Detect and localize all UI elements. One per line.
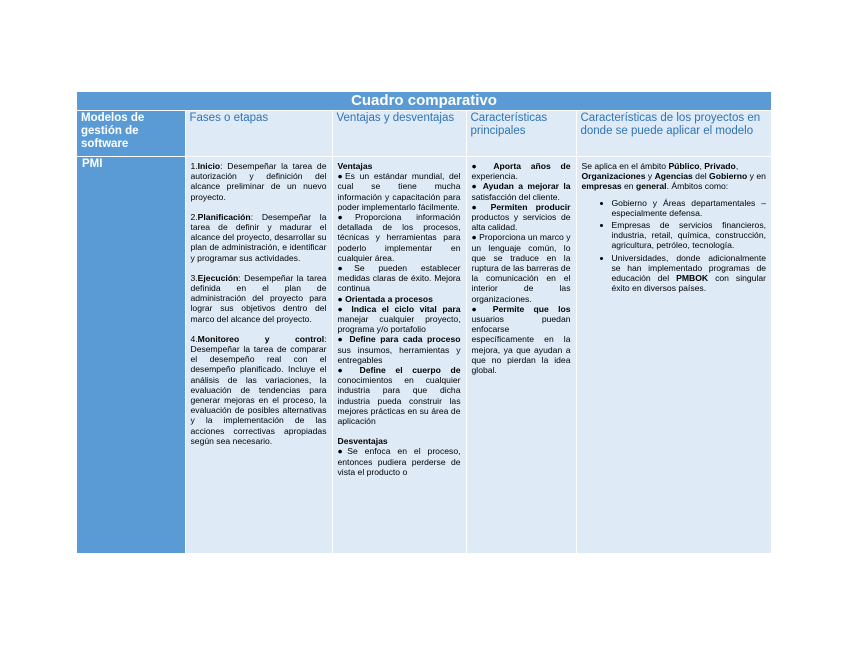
- advantages-heading: Ventajas: [337, 161, 373, 171]
- disadvantages-text: ●Se enfoca en el proceso, entonces pudiera perderse de vista el producto o: [337, 446, 461, 477]
- header-models: Modelos de gestión de software: [77, 111, 185, 157]
- list-item: ● Ayudan a mejorar la satisfacción del cliente.: [471, 181, 571, 202]
- list-item: • Gobierno y Áreas departamentales –especialmente defensa.: [612, 198, 767, 218]
- list-item: ● Define el cuerpo de conocimientos en cualquier industria para que dicha industria pueda construir las mejores prácticas en su área de aplicación: [337, 365, 461, 427]
- header-applications: Características de los proyectos en donde se puede aplicar el modelo: [576, 111, 771, 157]
- table-title: Cuadro comparativo: [77, 92, 771, 111]
- phases-cell: [185, 157, 332, 554]
- list-item: ● Define para cada proceso sus insumos, herramientas y entregables: [337, 334, 461, 365]
- list-item: ●Proporciona información detallada de los procesos, técnicas y herramientas para poderlo implementar en cualquier área.: [337, 212, 461, 263]
- list-item: ● Indica el ciclo vital para manejar cualquier proyecto, programa y/o portafolio: [337, 303, 461, 335]
- applications-intro: Se aplica en el ámbito Público, Privado, Organizaciones y Agencias del Gobierno y en empresas en general. Ámbitos como:: [581, 161, 766, 192]
- table-row: [77, 157, 771, 554]
- model-name: PMI: [77, 157, 185, 554]
- header-phases: Fases o etapas: [185, 111, 332, 157]
- disadvantages-heading: Desventajas: [337, 436, 388, 447]
- list-item: ● Proporciona un marco y un lenguaje común, lo que se traduce en la ruptura de las barreras de la comunicación en el interior de las organizaciones.: [471, 232, 571, 304]
- list-item: • Universidades, donde adicionalmente se han implementado programas de educación del PMBOK con singular éxito en diversos países.: [612, 253, 767, 294]
- phase-item: 2.Planificación: Desempeñar la tarea de definir y madurar el alcance del proyecto, desarrollar su plan de administración, e identificar y programar sus actividades.: [190, 211, 327, 263]
- list-item: ● Permite que los usuarios puedan enfocarse específicamente en la mejora, ya que ayudan a que no pierdan la idea global.: [471, 303, 571, 376]
- phase-item: 4.Monitoreo y control: Desempeñar la tarea de comparar el desempeño real con el desempeño planificado. Incluye el análisis de las variaciones, la evaluación de tendencias para generar mejoras en el proceso, la evaluación de posibles alternativas y la implementación de las acciones correctivas apropiadas según sea necesario.: [190, 333, 327, 446]
- list-item: ●Es un estándar mundial, del cual se tiene mucha información y capacitación para poder implementarlo fácilmente.: [337, 171, 461, 212]
- list-item: ● Orientada a procesos: [337, 293, 433, 304]
- list-item: ●Se pueden establecer medidas claras de éxito. Mejora continua: [337, 263, 461, 294]
- header-row: [77, 111, 771, 157]
- title-row: [77, 92, 771, 111]
- list-item: ● Aporta años de experiencia.: [471, 161, 571, 182]
- phase-item: 1.Inicio: Desempeñar la tarea de autorización y definición del alcance preliminar de un nuevo proyecto.: [190, 161, 327, 202]
- applications-list: [582, 198, 767, 294]
- phase-item: 3.Ejecución: Desempeñar la tarea definida en el plan de administración del proyecto para lograr sus objetivos dentro del marco del alcance del proyecto.: [190, 272, 327, 324]
- comparison-table: [77, 92, 771, 553]
- header-advantages: Ventajas y desventajas: [332, 111, 466, 157]
- applications-cell: [576, 157, 771, 554]
- header-characteristics: Características principales: [466, 111, 576, 157]
- list-item: • Empresas de servicios financieros, industria, retail, química, construcción, agricultura, petróleo, tecnología.: [612, 220, 767, 251]
- list-item: ● Permiten producir productos y servicios de alta calidad.: [471, 201, 571, 233]
- characteristics-cell: [466, 157, 576, 554]
- advantages-cell: [332, 157, 466, 554]
